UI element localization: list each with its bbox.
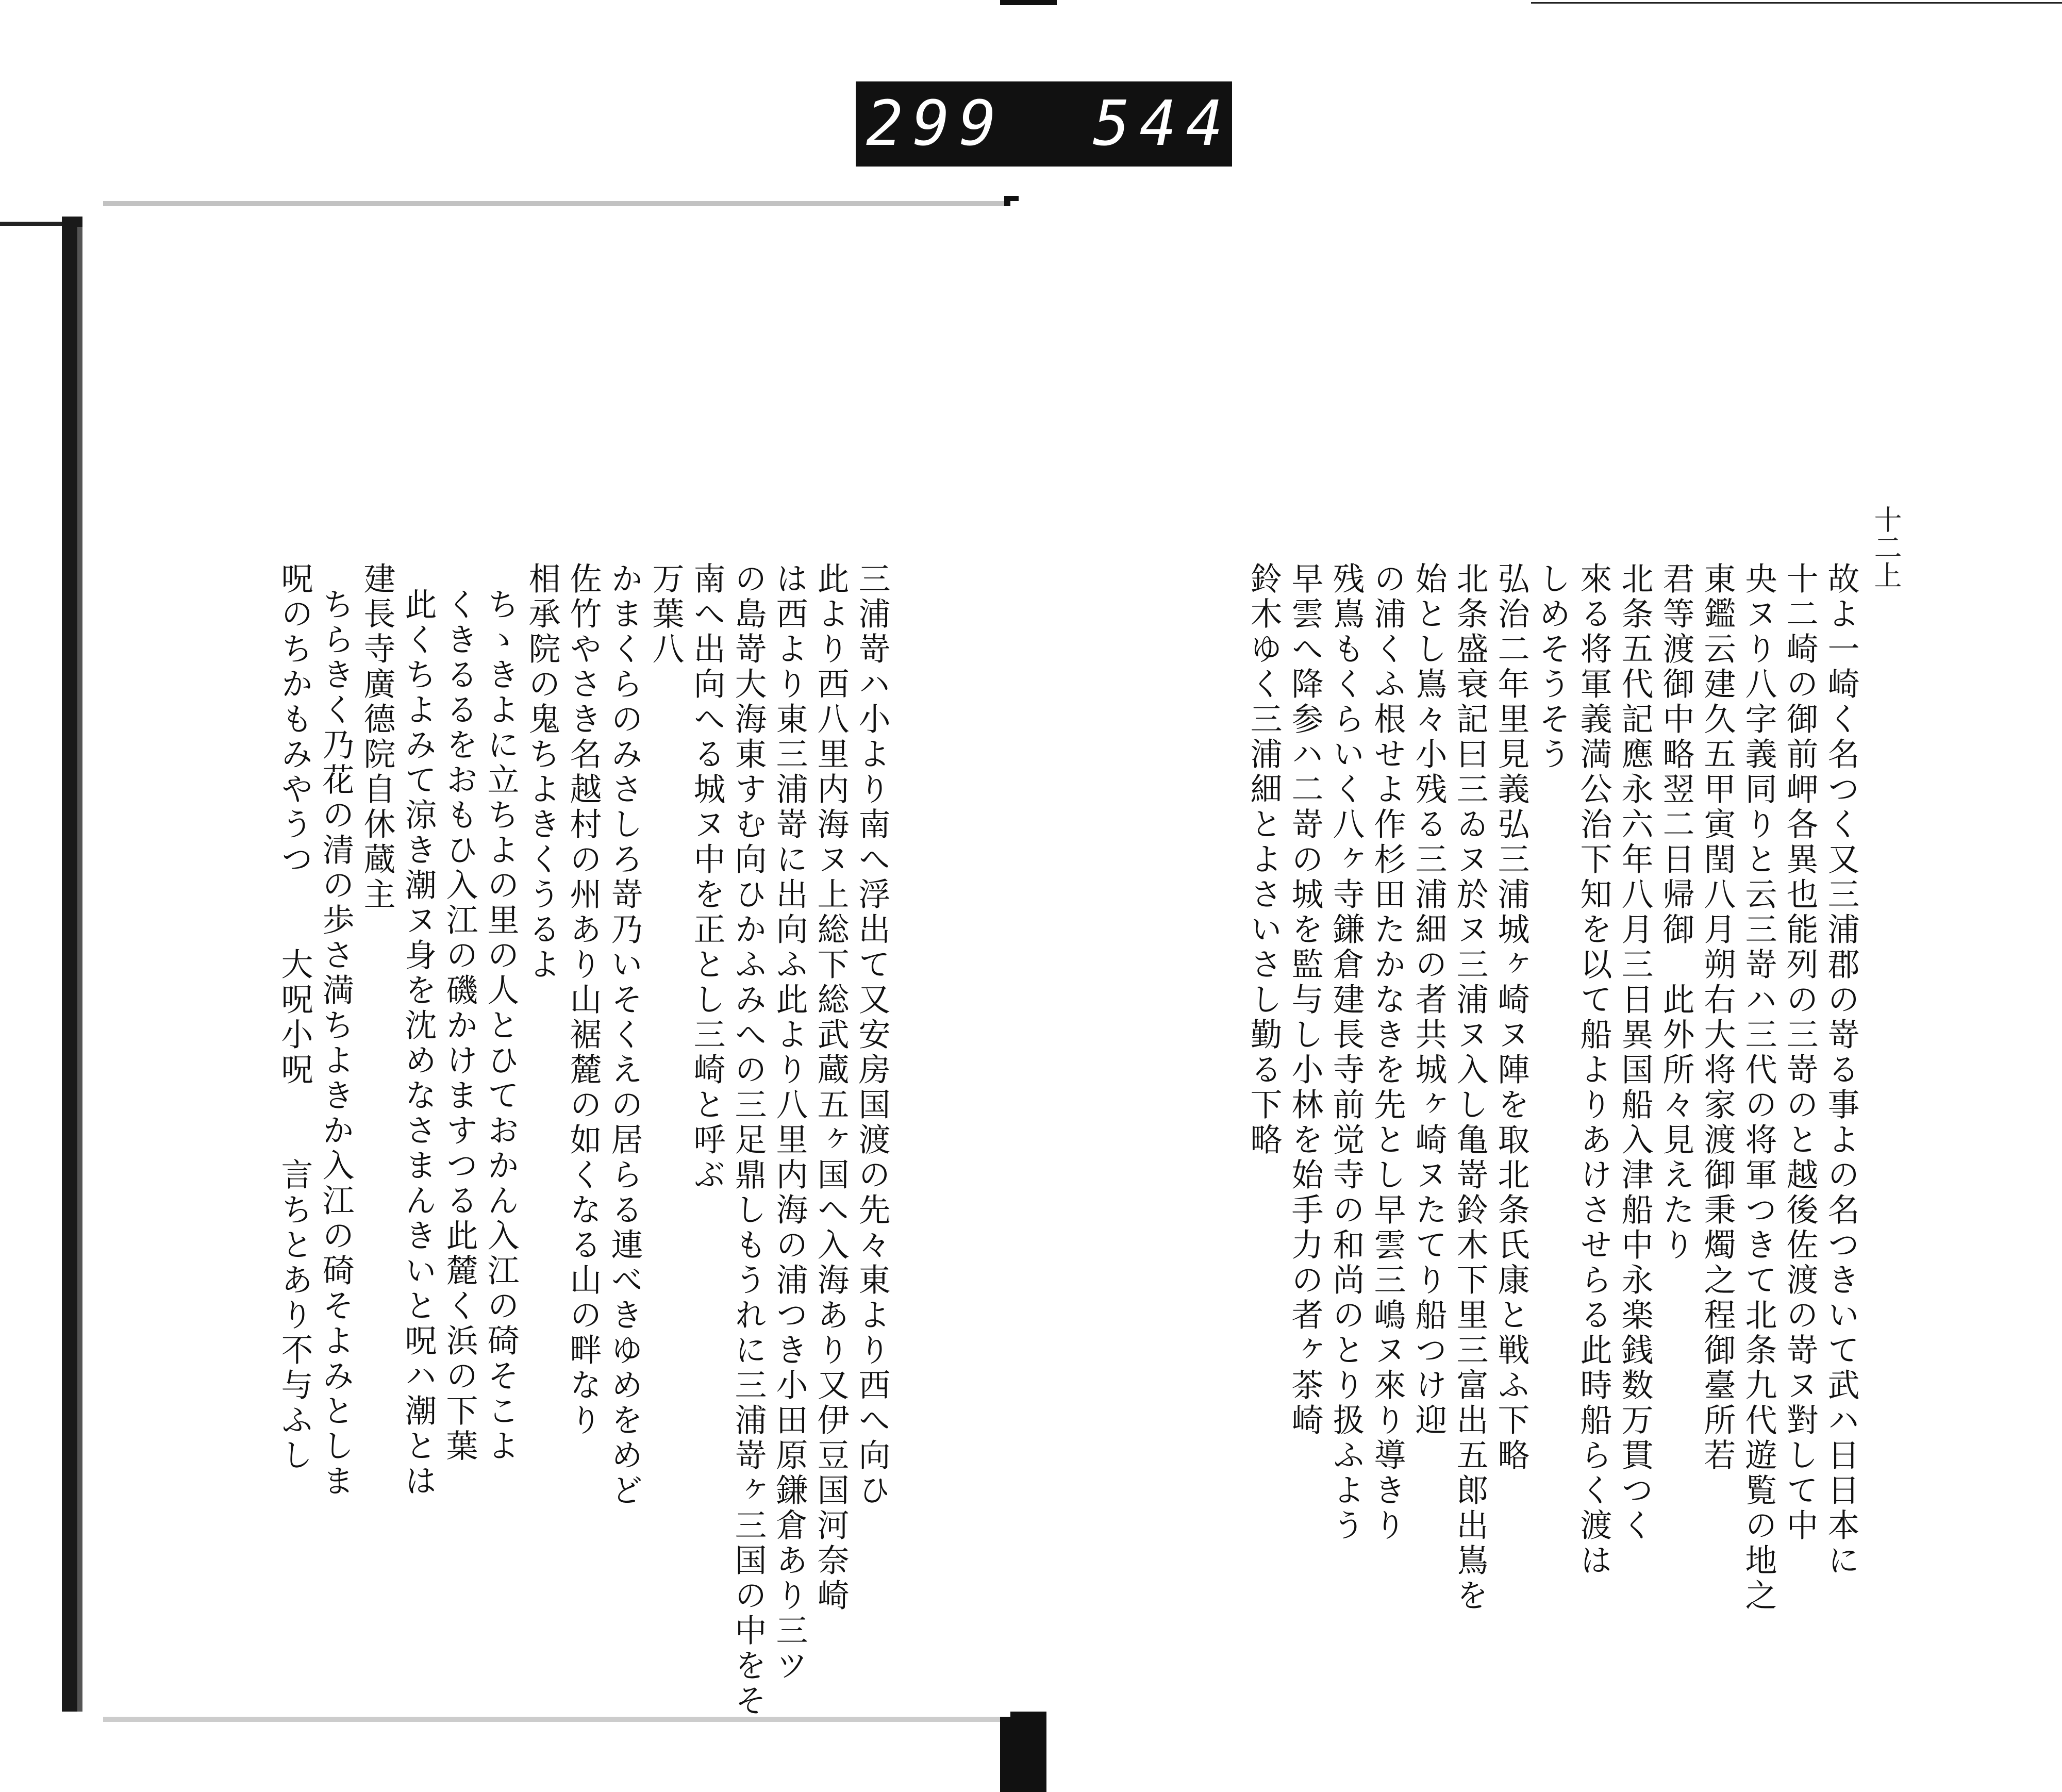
image-number: 544. xyxy=(1093,88,1279,160)
text-column: 此より西八里内海ヌ上総下総武蔵五ヶ国へ入海あり又伊豆国河奈崎 xyxy=(812,562,850,1614)
page-number: 十二上 xyxy=(1870,505,1902,589)
right-page xyxy=(1010,201,1954,1712)
text-column: ちらきく乃花の清の歩さ満ちよきか入江の碕そよみとしま xyxy=(317,588,355,1499)
text-column: 十二崎の御前岬各異也能列の三嵜のと越後佐渡の嵜ヌ對して中 xyxy=(1781,562,1819,1544)
text-column: 此くちよみて涼き潮ヌ身を沈めなさまんきいと呪ハ潮とは xyxy=(400,588,437,1499)
text-column: 北条盛衰記曰三ゐヌ於ヌ三浦ヌ入し亀嵜鈴木下里三富出五郎出嶌を xyxy=(1451,562,1489,1614)
text-column: ちゝきよに立ちよの里の人とひておかん入江の碕そこよ xyxy=(482,588,520,1464)
text-column: 南へ出向へる城ヌ中を正とし三崎と呼ぶ xyxy=(688,562,726,1193)
top-rule xyxy=(1531,2,2062,4)
text-column: 央ヌり八字義同りと云三嵜ハ三代の将軍つきて北条九代遊覧の地之 xyxy=(1740,562,1777,1614)
text-column: 三浦嵜ハ小より南へ浮出て又安房国渡の先々東より西へ向ひ xyxy=(853,562,891,1508)
frame-number: 299 xyxy=(866,88,1006,160)
text-column: しめそうそう xyxy=(1534,562,1571,772)
text-column: 北条五代記應永六年八月三日異国船入津船中永楽銭数万貫つく xyxy=(1616,562,1654,1544)
text-column: 万葉八 xyxy=(647,562,685,667)
text-column: 残嶌もくらいく八ヶ寺鎌倉建長寺前觉寺の和尚のとり扱ふよう xyxy=(1327,562,1365,1544)
text-column: 相承院の鬼ちよきくうるよ xyxy=(523,562,561,983)
text-column: 東鑑云建久五甲寅閏八月朔右大将家渡御秉燭之程御臺所若 xyxy=(1699,562,1736,1473)
text-column: 佐竹やさき名越村の州あり山裾麓の如くなる山の畔なり xyxy=(564,562,602,1438)
text-column: 弘治二年里見義弘三浦城ヶ崎ヌ陣を取北条氏康と戦ふ下略 xyxy=(1492,562,1530,1473)
text-column: 鈴木ゆく三浦細とよさいさし勤る下略 xyxy=(1245,562,1283,1158)
text-column: 呪のちかもみやうつ 大呪小呪 言ちとあり不与ふし xyxy=(276,562,313,1473)
top-binding-mark xyxy=(1000,0,1057,5)
text-column: の島嵜大海東すむ向ひかふみへの三足鼎しもうれに三浦嵜ヶ三国の中をそ xyxy=(729,562,767,1719)
text-column: 來る将軍義満公治下知を以て船よりあけさせらる此時船らく渡は xyxy=(1575,562,1612,1579)
text-column: は西より東三浦嵜に出向ふ此より八里内海の浦つき小田原鎌倉あり三ツ xyxy=(771,562,808,1684)
text-column: 始とし嶌々小残る三浦細の者共城ヶ崎ヌたてり船つけ迎 xyxy=(1410,562,1448,1438)
left-page xyxy=(82,206,1010,1717)
text-column: 君等渡御中略翌二日帰御 此外所々見えたり xyxy=(1657,562,1695,1263)
text-column: 故よ一崎く名つく又三浦郡の嵜る事よの名つきいて武ハ日日本に xyxy=(1822,562,1860,1579)
text-column: くきるるをおもひ入江の磯かけますつる此麓く浜の下葉 xyxy=(441,588,478,1464)
text-column: 建長寺廣德院自休蔵主 xyxy=(358,562,396,912)
text-column: かまくらのみさしろ嵜乃いそくえの居らる連べきゆめをめど xyxy=(606,562,643,1508)
text-column: の浦くふ根せよ作杉田たかなきを先とし早雲三嶋ヌ來り導きり xyxy=(1369,562,1406,1544)
frame-label xyxy=(856,81,1279,167)
text-column: 早雲へ降参ハ二嵜の城を監与し小林を始手力の者ヶ茶崎 xyxy=(1286,562,1324,1438)
